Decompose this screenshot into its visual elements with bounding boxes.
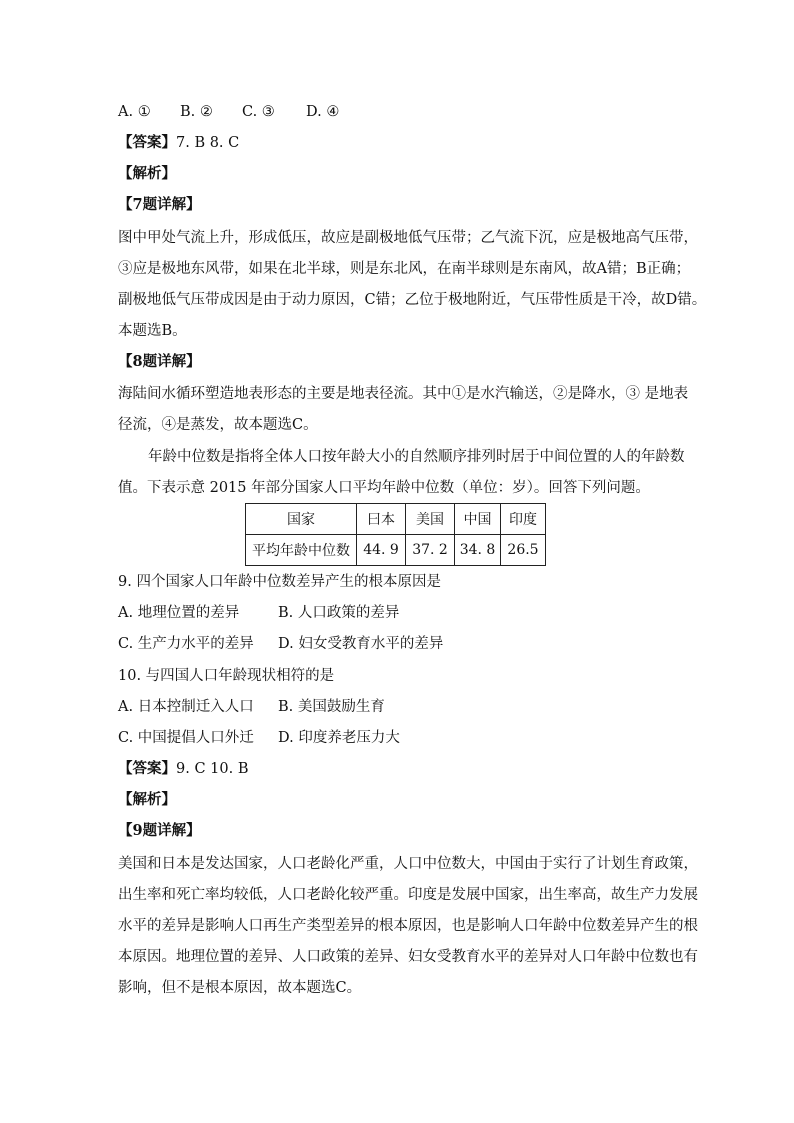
q10-option-d: D. 印度养老压力大 xyxy=(278,730,400,746)
q10-stem: 10. 与四国人口年龄现状相符的是 xyxy=(118,668,335,684)
answer-label: 【答案】 xyxy=(118,134,176,151)
q78-options xyxy=(118,102,339,122)
answer-text: 7. B 8. C xyxy=(176,135,240,151)
detail9-line: 本原因。地理位置的差异、人口政策的差异、妇女受教育水平的差异对人口年龄中位数也有 xyxy=(118,949,698,965)
answer-text: 9. C 10. B xyxy=(176,761,249,777)
option-d: D. ④ xyxy=(306,104,340,120)
analysis-heading-1: 【解析】 xyxy=(118,165,176,182)
detail9-line: 出生率和死亡率均较低，人口老龄化较严重。印度是发展中国家，出生率高，故生产力发展 xyxy=(118,887,698,903)
q9-option-b: B. 人口政策的差异 xyxy=(278,605,400,621)
table-cell: 美国 xyxy=(406,504,455,535)
option-b: B. ② xyxy=(180,104,213,120)
intro-line: 年龄中位数是指将全体人口按年龄大小的自然顺序排列时居于中间位置的人的年龄数 xyxy=(148,449,685,465)
analysis-heading-2: 【解析】 xyxy=(118,791,176,808)
table-cell: 44. 9 xyxy=(357,535,406,566)
answer-line-2 xyxy=(118,759,248,779)
table-cell: 平均年龄中位数 xyxy=(246,535,357,566)
q9-option-a: A. 地理位置的差异 xyxy=(118,605,240,621)
table-cell: 印度 xyxy=(501,504,546,535)
q9-option-c: C. 生产力水平的差异 xyxy=(118,636,254,652)
q10-option-c: C. 中国提倡人口外迁 xyxy=(118,730,254,746)
detail9-line: 影响，但不是根本原因，故本题选C。 xyxy=(118,980,362,996)
q9-options-row xyxy=(118,634,443,654)
detail9-heading: 【9题详解】 xyxy=(118,822,201,839)
q10-option-a: A. 日本控制迁入人口 xyxy=(118,699,254,715)
table-cell: 34. 8 xyxy=(455,535,501,566)
age-median-table xyxy=(245,503,546,566)
q9-option-d: D. 妇女受教育水平的差异 xyxy=(278,636,444,652)
table-cell: 37. 2 xyxy=(406,535,455,566)
detail8-heading: 【8题详解】 xyxy=(118,353,201,370)
detail7-line: ③应是极地东风带，如果在北半球，则是东北风，在南半球则是东南风，故A错；B正确； xyxy=(118,261,691,277)
table-cell: 中国 xyxy=(455,504,501,535)
detail7-heading: 【7题详解】 xyxy=(118,196,201,213)
table-cell: 曰本 xyxy=(357,504,406,535)
q9-options-row xyxy=(118,603,399,623)
detail7-line: 本题选B。 xyxy=(118,323,187,339)
answer-label: 【答案】 xyxy=(118,760,176,777)
detail7-line: 图中甲处气流上升，形成低压，故应是副极地低气压带；乙气流下沉，应是极地高气压带， xyxy=(118,230,698,246)
table-cell: 国家 xyxy=(246,504,357,535)
table-row xyxy=(246,535,546,566)
option-c: C. ③ xyxy=(242,104,275,120)
detail9-line: 水平的差异是影响人口再生产类型差异的根本原因，也是影响人口年龄中位数差异产生的根 xyxy=(118,918,698,934)
detail8-line: 海陆间水循环塑造地表形态的主要是地表径流。其中①是水汽输送，②是降水，③ 是地表 xyxy=(118,386,689,402)
table-cell: 26.5 xyxy=(501,535,546,566)
intro-line: 值。下表示意 2015 年部分国家人口平均年龄中位数（单位：岁）。回答下列问题。 xyxy=(118,480,650,496)
q10-options-row xyxy=(118,697,385,717)
detail7-line: 副极地低气压带成因是由于动力原因，C错；乙位于极地附近，气压带性质是干冷，故D错。 xyxy=(118,292,707,308)
option-a: A. ① xyxy=(118,104,151,120)
q10-option-b: B. 美国鼓励生育 xyxy=(278,699,385,715)
table-header-row xyxy=(246,504,546,535)
q9-stem: 9. 四个国家人口年龄中位数差异产生的根本原因是 xyxy=(118,574,441,590)
detail8-line: 径流，④是蒸发，故本题选C。 xyxy=(118,417,318,433)
answer-line-1 xyxy=(118,133,239,153)
detail9-line: 美国和日本是发达国家，人口老龄化严重，人口中位数大，中国由于实行了计划生育政策， xyxy=(118,856,698,872)
q10-options-row xyxy=(118,728,400,748)
